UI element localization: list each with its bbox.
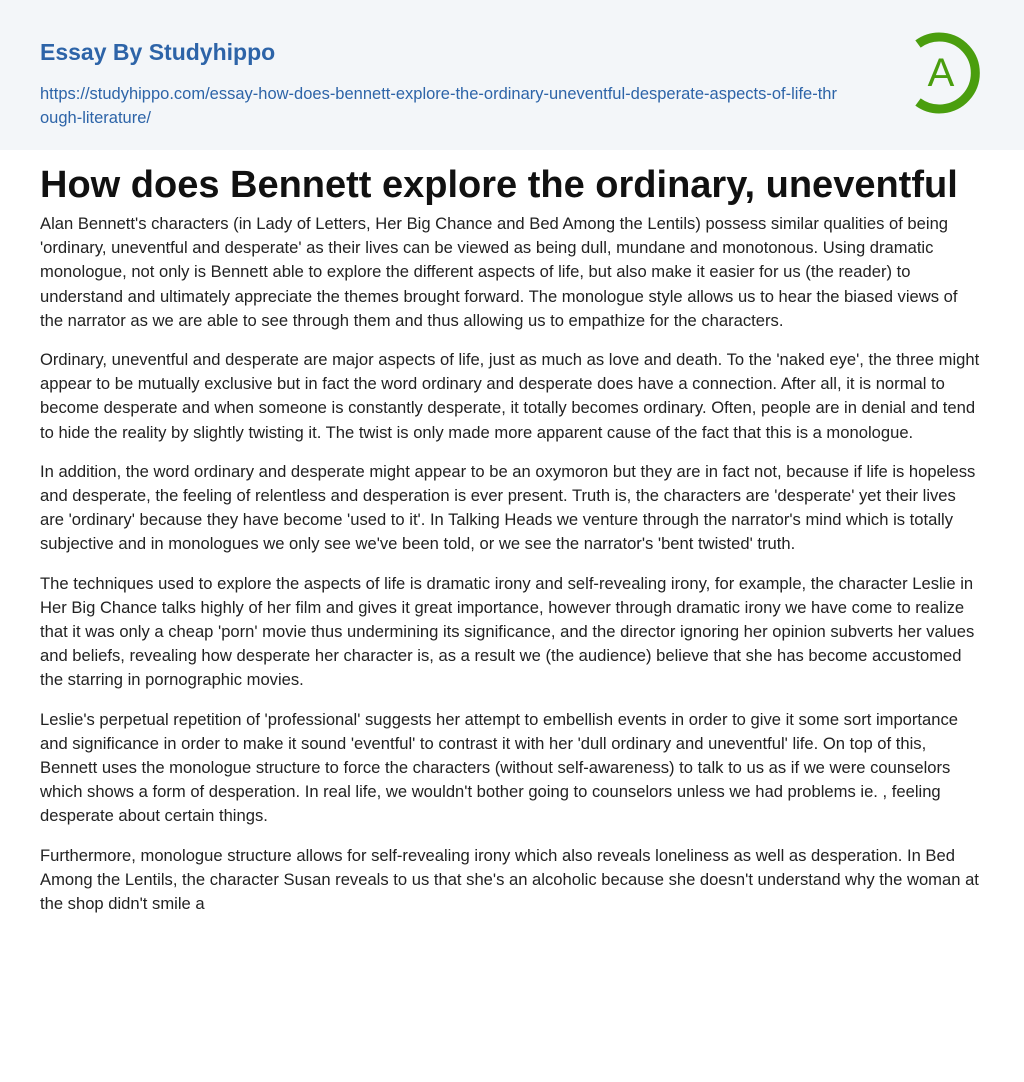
paragraph: Furthermore, monologue structure allows for self-revealing irony which also reveals loneliness as well as desperation. In Bed Among the Lentils, the character Susan reveals to us that she's an alcoholic because she doesn't understand why the woman at the shop didn't smile a — [40, 845, 979, 914]
studyhippo-logo-icon[interactable] — [900, 30, 986, 116]
paragraph: Leslie's perpetual repetition of 'professional' suggests her attempt to embellish events in order to give it some sort importance and significance in order to make it sound 'eventful' to contrast it with her 'dull ordinary and uneventful' life. On top of this, Bennett uses the monologue structure to force the characters (without self-awareness) to talk to us as if we were counselors which shows a form of desperation. In real life, we wouldn't bother going to counselors unless we had problems ie. , feeling desperate about certain things. — [40, 709, 959, 826]
brand-title: Essay By Studyhippo — [40, 39, 276, 65]
article — [0, 150, 1024, 916]
svg-text:A: A — [927, 51, 955, 95]
paragraph: Ordinary, uneventful and desperate are major aspects of life, just as much as love and death. To the 'naked eye', the three might appear to be mutually exclusive but in fact the word ordinary and desperate does have a connection. After all, it is normal to become desperate and when someone is constantly desperate, it totally becomes ordinary. Often, people are in denial and tend to hide the reality by slightly twisting it. The twist is only made more apparent cause of the fact that this is a monologue. — [40, 350, 980, 442]
paragraph: Alan Bennett's characters (in Lady of Letters, Her Big Chance and Bed Among the Lentils) possess similar qualities of being 'ordinary, uneventful and desperate' as their lives can be viewed as being dull, mundane and monotonous. Using dramatic monologue, not only is Bennett able to explore the different aspects of life, but also make it easier for us (the reader) to understand and ultimately appreciate the themes brought forward. The monologue style allows us to hear the biased views of the narrator as we are able to see through them and thus allowing us to empathize for the characters. — [40, 214, 958, 330]
paragraph: The techniques used to explore the aspects of life is dramatic irony and self-revealing irony, for example, the character Leslie in Her Big Chance talks highly of her film and gives it great importance, however through dramatic irony we have come to realize that it was only a cheap 'porn' movie thus undermining its significance, and the director ignoring her opinion subverts her values and beliefs, revealing how desperate her character is, as a result we (the audience) believe that she has become accustomed the starring in pornographic movies. — [40, 573, 975, 690]
site-header — [0, 0, 1024, 150]
paragraph: In addition, the word ordinary and desperate might appear to be an oxymoron but they are in fact not, because if life is hopeless and desperate, the feeling of relentless and desperation is ever present. Truth is, the characters are 'desperate' yet their lives are 'ordinary' because they have become 'used to it'. In Talking Heads we venture through the narrator's mind which is totally subjective and in monologues we only see we've been told, or we see the narrator's 'bent twisted' truth. — [40, 461, 976, 554]
article-title: How does Bennett explore the ordinary, uneventful — [40, 164, 958, 206]
essay-url-link[interactable]: https://studyhippo.com/essay-how-does-bennett-explore-the-ordinary-uneventful-desperate-aspects-of-life-through-literature/ — [40, 85, 837, 127]
